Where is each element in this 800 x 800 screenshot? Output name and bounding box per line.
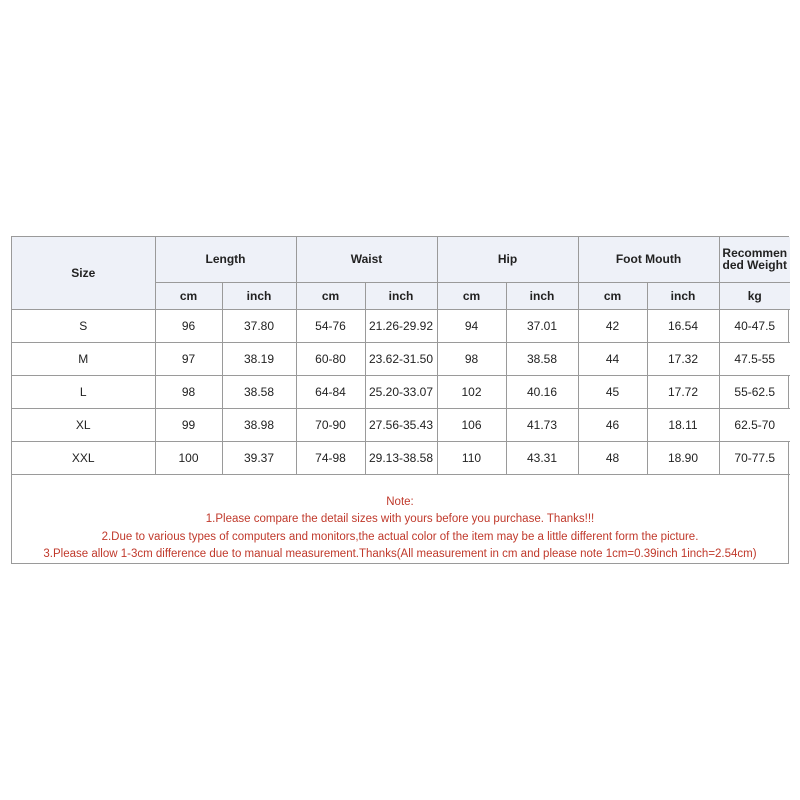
unit-length-inch: inch <box>222 282 296 309</box>
header-length: Length <box>155 237 296 282</box>
cell-waist-inch: 27.56-35.43 <box>365 408 437 441</box>
unit-foot-cm: cm <box>578 282 647 309</box>
cell-hip-inch: 37.01 <box>506 309 578 342</box>
cell-foot-cm: 46 <box>578 408 647 441</box>
cell-length-cm: 100 <box>155 441 222 474</box>
table-row <box>12 375 790 408</box>
cell-length-inch: 38.58 <box>222 375 296 408</box>
unit-length-cm: cm <box>155 282 222 309</box>
cell-waist-inch: 23.62-31.50 <box>365 342 437 375</box>
cell-size: S <box>12 309 155 342</box>
cell-length-inch: 39.37 <box>222 441 296 474</box>
unit-waist-inch: inch <box>365 282 437 309</box>
cell-waist-cm: 74-98 <box>296 441 365 474</box>
cell-weight: 55-62.5 <box>719 375 790 408</box>
cell-weight: 62.5-70 <box>719 408 790 441</box>
unit-waist-cm: cm <box>296 282 365 309</box>
unit-weight-kg: kg <box>719 282 790 309</box>
header-size: Size <box>12 237 155 309</box>
note-line-1: 1.Please compare the detail sizes with yours before you purchase. Thanks!!! <box>205 513 595 525</box>
cell-hip-cm: 110 <box>437 441 506 474</box>
cell-foot-inch: 18.11 <box>647 408 719 441</box>
cell-hip-inch: 41.73 <box>506 408 578 441</box>
cell-length-inch: 38.19 <box>222 342 296 375</box>
table-row <box>12 342 790 375</box>
table-row <box>12 309 790 342</box>
cell-waist-inch: 29.13-38.58 <box>365 441 437 474</box>
cell-waist-inch: 25.20-33.07 <box>365 375 437 408</box>
cell-foot-inch: 18.90 <box>647 441 719 474</box>
cell-foot-cm: 42 <box>578 309 647 342</box>
unit-hip-cm: cm <box>437 282 506 309</box>
header-foot-mouth: Foot Mouth <box>578 237 719 282</box>
cell-foot-cm: 45 <box>578 375 647 408</box>
cell-foot-inch: 17.72 <box>647 375 719 408</box>
cell-length-cm: 98 <box>155 375 222 408</box>
table-row <box>12 441 790 474</box>
cell-length-cm: 96 <box>155 309 222 342</box>
note-line-2: 2.Due to various types of computers and monitors,the actual color of the item may be a little different form the picture. <box>101 530 699 543</box>
unit-hip-inch: inch <box>506 282 578 309</box>
header-row <box>12 237 790 282</box>
cell-hip-cm: 94 <box>437 309 506 342</box>
cell-waist-cm: 54-76 <box>296 309 365 342</box>
note-line-3: 3.Please allow 1-3cm difference due to manual measurement.Thanks(All measurement in cm and please note 1cm=0.39inch 1inch=2.54cm) <box>43 548 757 560</box>
cell-size: L <box>12 375 155 408</box>
header-recommended-weight: Recommended Weight <box>719 237 790 282</box>
cell-hip-cm: 102 <box>437 375 506 408</box>
cell-hip-inch: 40.16 <box>506 375 578 408</box>
size-chart <box>11 236 789 564</box>
unit-foot-inch: inch <box>647 282 719 309</box>
cell-weight: 47.5-55 <box>719 342 790 375</box>
cell-foot-inch: 17.32 <box>647 342 719 375</box>
notes-section <box>12 475 788 563</box>
cell-weight: 70-77.5 <box>719 441 790 474</box>
note-title: Note: <box>386 495 414 508</box>
cell-length-cm: 97 <box>155 342 222 375</box>
cell-foot-cm: 48 <box>578 441 647 474</box>
cell-foot-cm: 44 <box>578 342 647 375</box>
cell-length-cm: 99 <box>155 408 222 441</box>
cell-waist-cm: 64-84 <box>296 375 365 408</box>
cell-size: M <box>12 342 155 375</box>
cell-waist-cm: 60-80 <box>296 342 365 375</box>
cell-waist-cm: 70-90 <box>296 408 365 441</box>
cell-hip-cm: 98 <box>437 342 506 375</box>
cell-length-inch: 38.98 <box>222 408 296 441</box>
cell-length-inch: 37.80 <box>222 309 296 342</box>
cell-hip-inch: 38.58 <box>506 342 578 375</box>
cell-waist-inch: 21.26-29.92 <box>365 309 437 342</box>
cell-foot-inch: 16.54 <box>647 309 719 342</box>
header-hip: Hip <box>437 237 578 282</box>
cell-size: XL <box>12 408 155 441</box>
cell-weight: 40-47.5 <box>719 309 790 342</box>
cell-size: XXL <box>12 441 155 474</box>
size-table <box>12 237 790 475</box>
cell-hip-cm: 106 <box>437 408 506 441</box>
cell-hip-inch: 43.31 <box>506 441 578 474</box>
header-waist: Waist <box>296 237 437 282</box>
table-row <box>12 408 790 441</box>
